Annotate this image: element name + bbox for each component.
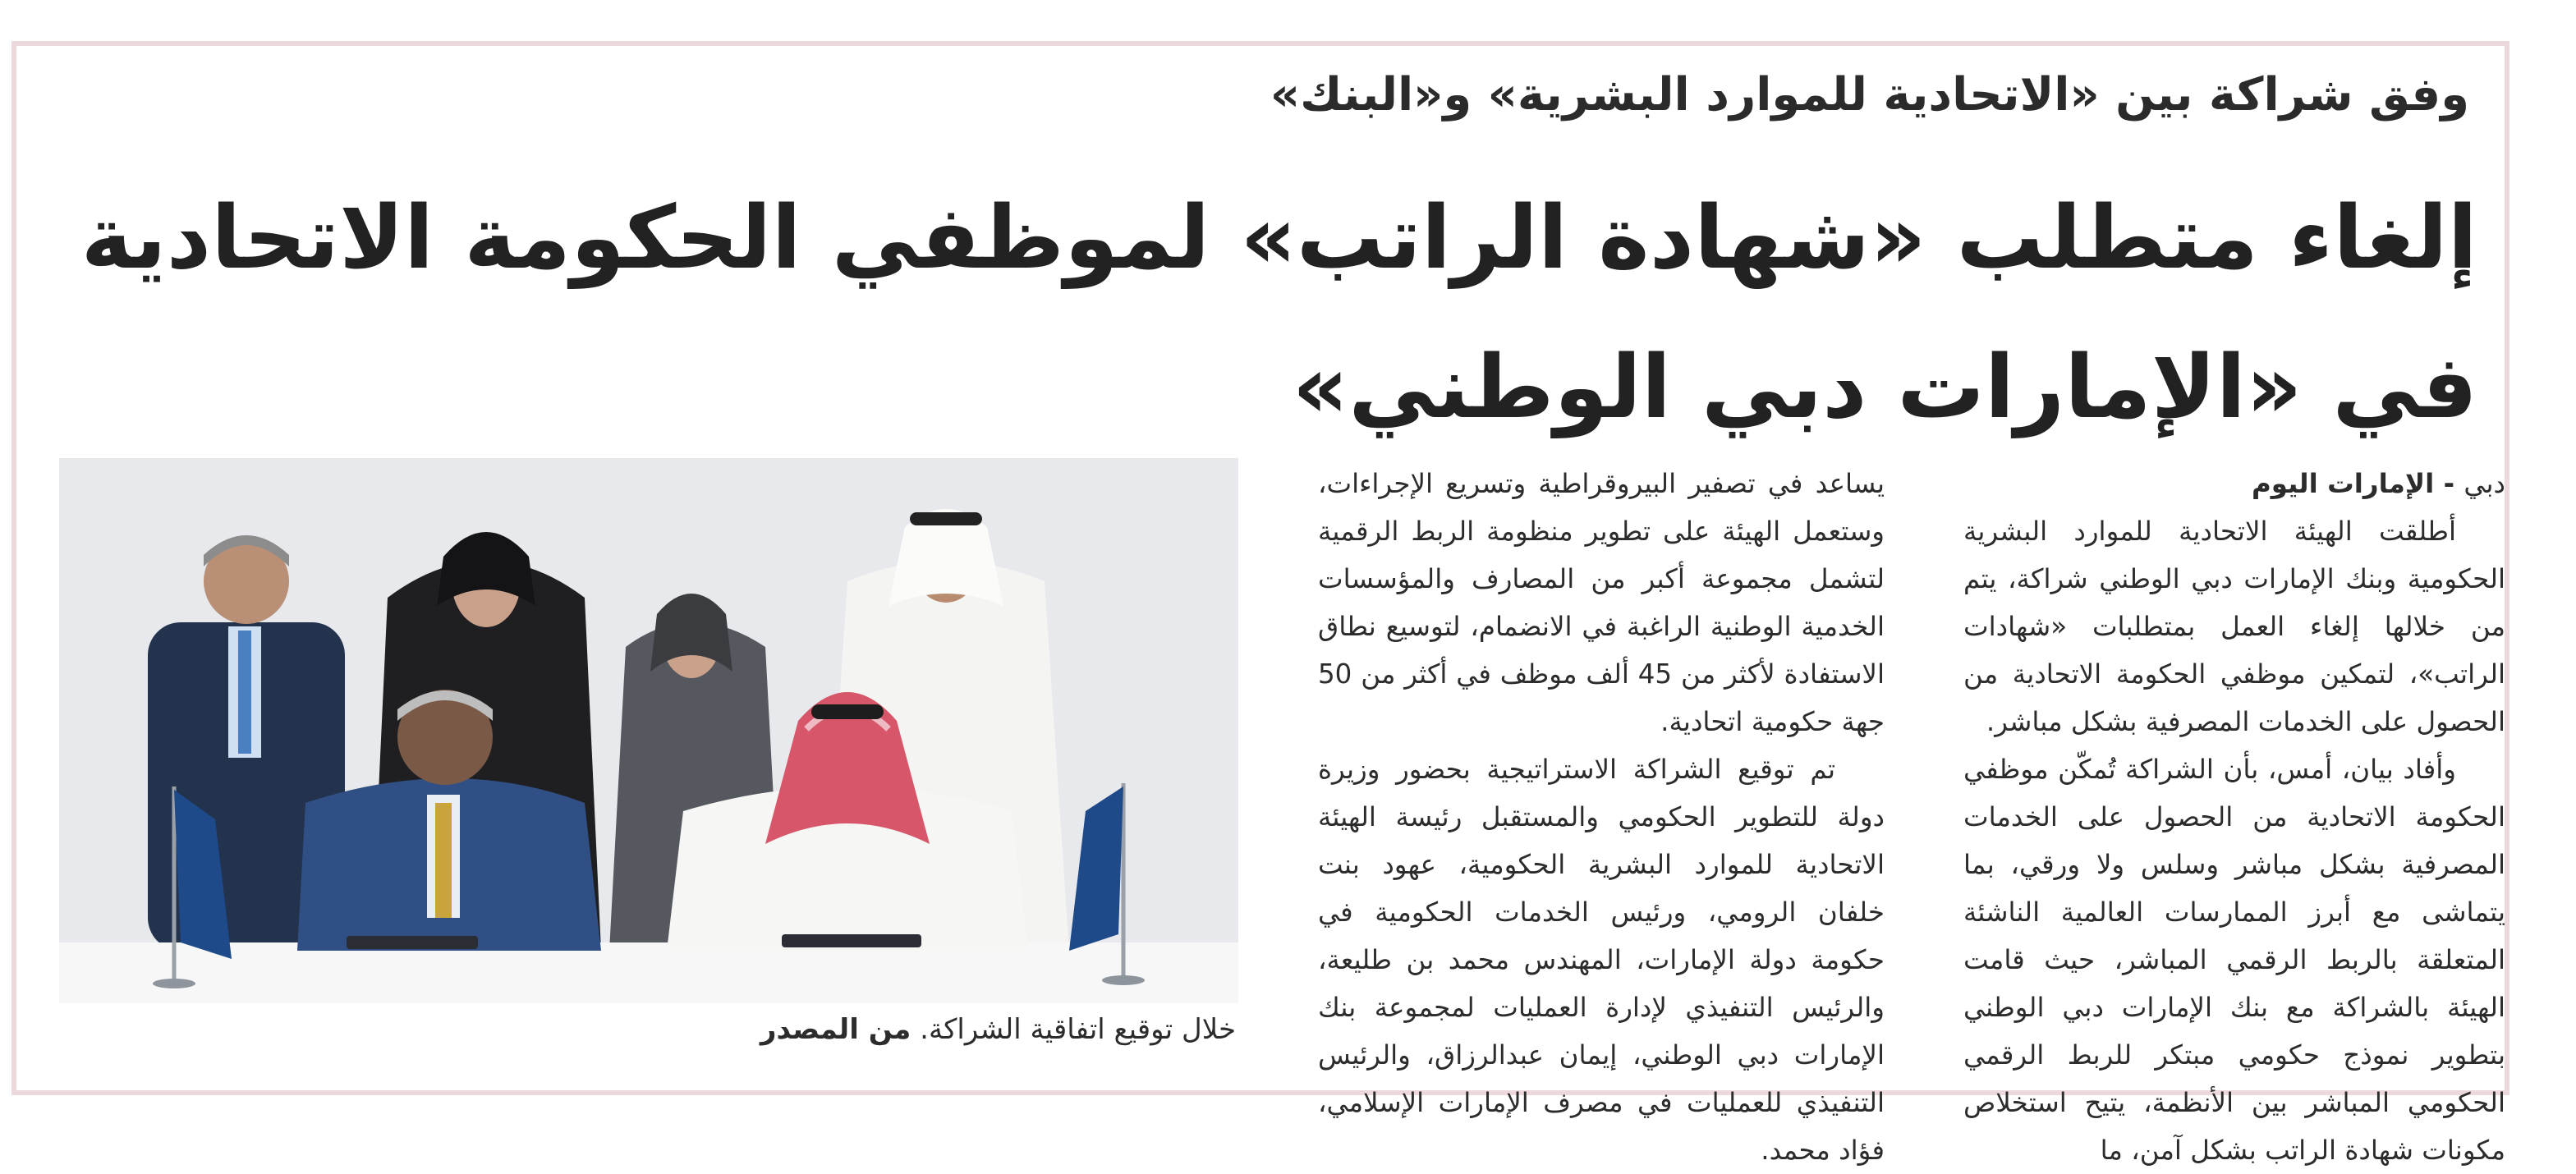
article-kicker: وفق شراكة بين «الاتحادية للموارد البشرية» و«البنك» <box>1270 68 2469 122</box>
paragraph: تم توقيع الشراكة الاستراتيجية بحضور وزيرة دولة للتطوير الحكومي والمستقبل رئيسة الهيئة الاتحادية للموارد البشرية الحكومية، عهود بنت خلفان الرومي، ورئيس الخدمات الحكومية في حكومة دولة الإمارات، المهندس محمد بن طليعة، والرئيس التنفيذي لإدارة العمليات لمجموعة بنك الإمارات دبي الوطني، إيمان عبدالرزاق، والرئيس التنفيذي للعمليات في مصرف الإمارات الإسلامي، فؤاد محمد. <box>1318 754 1885 1166</box>
byline-outlet: الإمارات اليوم <box>2251 468 2435 499</box>
body-column-right <box>1963 460 2505 1174</box>
headline-line-1: إلغاء متطلب «شهادة الراتب» لموظفي الحكومة الاتحادية <box>80 187 2477 288</box>
byline-place: دبي <box>2464 468 2505 499</box>
byline-separator: - <box>2434 468 2464 499</box>
tablet-left <box>347 936 478 949</box>
paragraph: يساعد في تصفير البيروقراطية وتسريع الإجراءات، وستعمل الهيئة على تطوير منظومة الربط الرقمية لتشمل مجموعة أكبر من المصارف والمؤسسات الخدمية الوطنية الراغبة في الانضمام، لتوسيع نطاق الاستفادة لأكثر من 45 ألف موظف في أكثر من 50 جهة حكومية اتحادية. <box>1318 468 1885 737</box>
tablet-right <box>782 934 921 947</box>
body-column-middle <box>1318 460 1885 1174</box>
article-photo <box>59 458 1238 1003</box>
signing-ceremony-illustration <box>59 458 1238 1003</box>
byline <box>1963 460 2505 507</box>
paragraph: أطلقت الهيئة الاتحادية للموارد البشرية الحكومية وبنك الإمارات دبي الوطني شراكة، يتم من خلالها إلغاء العمل بمتطلبات «شهادات الراتب»، لتمكين موظفي الحكومة الاتحادية من الحصول على الخدمات المصرفية بشكل مباشر. <box>1963 516 2505 737</box>
paragraph: وأفاد بيان، أمس، بأن الشراكة تُمكّن موظفي الحكومة الاتحادية من الحصول على الخدمات المصرفية بشكل مباشر وسلس ولا ورقي، بما يتماشى مع أبرز الممارسات العالمية الناشئة المتعلقة بالربط الرقمي المباشر، حيث قامت الهيئة بالشراكة مع بنك الإمارات دبي الوطني بتطوير نموذج حكومي مبتكر للربط الرقمي الحكومي المباشر بين الأنظمة، يتيح استخلاص مكونات شهادة الراتب بشكل آمن، ما <box>1963 754 2505 1166</box>
caption-text: خلال توقيع اتفاقية الشراكة. <box>920 1013 1236 1046</box>
photo-caption <box>739 1013 1236 1046</box>
signing-table <box>59 942 1238 1003</box>
headline-line-2: في «الإمارات دبي الوطني» <box>1292 337 2477 438</box>
caption-credit: من المصدر <box>760 1013 911 1046</box>
